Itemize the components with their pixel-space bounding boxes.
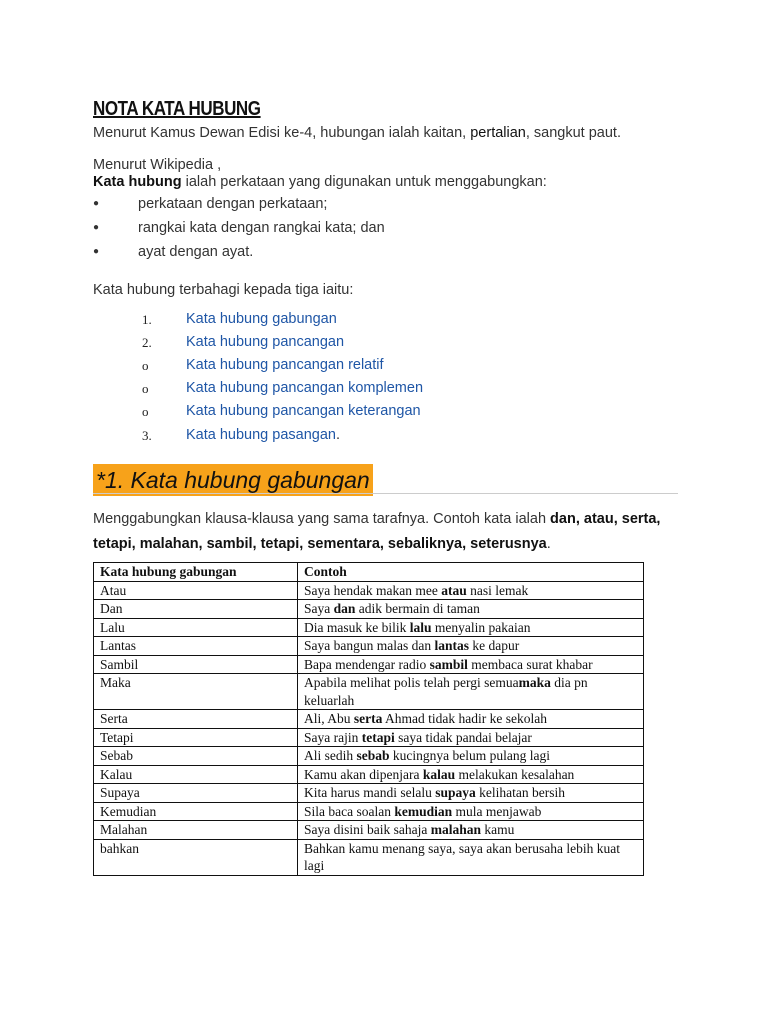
list-bullet: o	[142, 358, 149, 373]
bullet-text: ayat dengan ayat.	[138, 244, 254, 260]
table-row	[94, 784, 644, 803]
link-text[interactable]: Kata hubung pasangan	[186, 427, 336, 443]
table-row	[94, 839, 644, 875]
connector-word-cell: bahkan	[94, 839, 298, 875]
table-row	[94, 821, 644, 840]
example-text: Saya rajin	[304, 729, 362, 745]
table-row	[94, 728, 644, 747]
example-sentence-cell	[298, 581, 644, 600]
example-connector: sebab	[356, 748, 390, 763]
example-sentence-cell	[298, 747, 644, 766]
list-number: 3.	[142, 428, 152, 443]
example-text: mula menjawab	[452, 803, 542, 819]
link-text[interactable]: Kata hubung pancangan keterangan	[186, 403, 421, 419]
example-text: adik bermain di taman	[355, 601, 480, 616]
connector-word-cell: Sebab	[94, 747, 298, 766]
example-sentence-cell	[298, 802, 644, 821]
example-text: kucingnya belum pulang lagi	[389, 748, 550, 763]
types-intro: Kata hubung terbahagi kepada tiga iaitu:	[93, 282, 354, 298]
example-text: nasi lemak	[466, 582, 529, 598]
list-bullet: o	[142, 381, 149, 396]
example-connector: supaya	[435, 785, 476, 800]
term-bold: Kata hubung	[93, 174, 182, 190]
example-text: kamu	[481, 822, 515, 837]
example-text: Dia masuk ke bilik	[304, 619, 410, 635]
example-sentence-cell	[298, 821, 644, 840]
table-row	[94, 637, 644, 656]
definition-highlight: pertalian	[470, 125, 526, 141]
connector-word-cell: Lantas	[94, 637, 298, 656]
table-row	[94, 710, 644, 729]
connector-word-cell: Serta	[94, 710, 298, 729]
link-tail: .	[335, 427, 341, 443]
example-text: menyalin pakaian	[431, 619, 531, 635]
example-text: membaca surat khabar	[467, 656, 593, 672]
table-row	[94, 655, 644, 674]
type-link-pasangan[interactable]	[186, 427, 340, 443]
example-sentence-cell	[298, 600, 644, 619]
example-text: Saya hendak makan mee	[304, 582, 442, 598]
bullet-icon: ●	[93, 246, 100, 257]
table-header-row	[94, 563, 644, 582]
connector-word-cell: Maka	[94, 674, 298, 710]
intro-examples: dan, atau, serta, tetapi, malahan, sambil, tetapi, sementara, sebaliknya, seterusnya	[93, 511, 661, 552]
connector-word-cell: Tetapi	[94, 728, 298, 747]
definition-wikipedia-text: ialah perkataan yang digunakan untuk menggabungkan:	[181, 174, 547, 190]
example-text: Apabila melihat polis telah pergi semua	[304, 675, 519, 690]
example-connector: tetapi	[361, 729, 395, 745]
example-text: Kita harus mandi selalu	[304, 785, 436, 800]
table-row	[94, 747, 644, 766]
example-text: Ali sedih	[304, 748, 357, 763]
table-row	[94, 802, 644, 821]
bullet-icon: ●	[93, 222, 100, 233]
example-sentence-cell	[298, 710, 644, 729]
intro-text: Menggabungkan klausa-klausa yang sama tarafnya. Contoh kata ialah	[93, 511, 551, 527]
section-heading: *1. Kata hubung gabungan	[93, 464, 373, 496]
table-row	[94, 600, 644, 619]
table-row	[94, 765, 644, 784]
example-text: Sila baca soalan	[304, 803, 395, 819]
type-link-pancangan[interactable]	[186, 334, 344, 350]
example-connector: atau	[441, 582, 467, 598]
example-text: Ahmad tidak hadir ke sekolah	[382, 711, 547, 726]
table-row	[94, 618, 644, 637]
table-row	[94, 581, 644, 600]
list-bullet: o	[142, 404, 149, 419]
link-text[interactable]: Kata hubung pancangan	[186, 334, 345, 350]
section-divider	[93, 493, 678, 494]
type-link-keterangan[interactable]	[186, 403, 421, 419]
link-text[interactable]: Kata hubung pancangan relatif	[186, 357, 384, 373]
examples-table	[93, 562, 644, 876]
example-text: Bapa mendengar radio	[304, 656, 430, 672]
link-text[interactable]: Kata hubung pancangan komplemen	[186, 380, 424, 396]
table-row	[94, 674, 644, 710]
example-sentence-cell	[298, 765, 644, 784]
definition-wikipedia	[93, 174, 547, 190]
definition-kamus	[93, 125, 621, 141]
example-connector: kalau	[422, 766, 456, 782]
example-text: Bahkan kamu menang saya, saya akan berusaha lebih kuat lagi	[304, 840, 621, 873]
example-text: Kamu akan dipenjara	[304, 766, 423, 782]
definition-text: Menurut Kamus Dewan Edisi ke-4, hubungan ialah kaitan,	[93, 125, 471, 141]
example-sentence-cell	[298, 784, 644, 803]
connector-word-cell: Supaya	[94, 784, 298, 803]
list-number: 2.	[142, 335, 152, 350]
example-text: saya tidak pandai belajar	[394, 729, 532, 745]
type-link-komplemen[interactable]	[186, 380, 423, 396]
definition-tail: , sangkut paut.	[525, 125, 621, 141]
intro-end: .	[546, 536, 551, 552]
link-text[interactable]: Kata hubung gabungan	[186, 311, 337, 327]
example-text: kelihatan bersih	[475, 785, 565, 800]
table-header-cell: Kata hubung gabungan	[94, 563, 298, 582]
section-intro	[93, 507, 693, 557]
example-text: Saya	[304, 601, 334, 616]
example-connector: sambil	[429, 656, 468, 672]
example-sentence-cell	[298, 728, 644, 747]
example-sentence-cell	[298, 618, 644, 637]
example-text: dia pn keluarlah	[304, 675, 588, 708]
bullet-text: rangkai kata dengan rangkai kata; dan	[138, 220, 385, 236]
example-connector: kemudian	[394, 803, 453, 819]
example-connector: lantas	[434, 638, 469, 653]
connector-word-cell: Kalau	[94, 765, 298, 784]
example-text: ke dapur	[468, 638, 520, 653]
example-connector: maka	[518, 675, 551, 690]
example-sentence-cell	[298, 839, 644, 875]
example-sentence-cell	[298, 637, 644, 656]
type-link-relatif[interactable]	[186, 357, 384, 373]
table-body	[94, 581, 644, 875]
connector-word-cell: Lalu	[94, 618, 298, 637]
example-connector: serta	[353, 711, 383, 726]
table-header-cell: Contoh	[298, 563, 644, 582]
example-connector: malahan	[430, 822, 481, 837]
connector-word-cell: Dan	[94, 600, 298, 619]
example-text: Saya bangun malas dan	[304, 638, 435, 653]
example-text: Saya disini baik sahaja	[304, 822, 431, 837]
connector-word-cell: Sambil	[94, 655, 298, 674]
example-sentence-cell	[298, 655, 644, 674]
source-wikipedia: Menurut Wikipedia ,	[93, 157, 222, 173]
bullet-icon: ●	[93, 198, 100, 209]
example-connector: dan	[333, 601, 356, 616]
example-connector: lalu	[409, 619, 432, 635]
type-link-gabungan[interactable]	[186, 311, 337, 327]
connector-word-cell: Kemudian	[94, 802, 298, 821]
page-title: NOTA KATA HUBUNG	[93, 98, 261, 120]
list-number: 1.	[142, 312, 152, 327]
example-text: melakukan kesalahan	[455, 766, 575, 782]
connector-word-cell: Malahan	[94, 821, 298, 840]
example-sentence-cell	[298, 674, 644, 710]
connector-word-cell: Atau	[94, 581, 298, 600]
bullet-text: perkataan dengan perkataan;	[138, 196, 328, 212]
example-text: Ali, Abu	[304, 711, 354, 726]
